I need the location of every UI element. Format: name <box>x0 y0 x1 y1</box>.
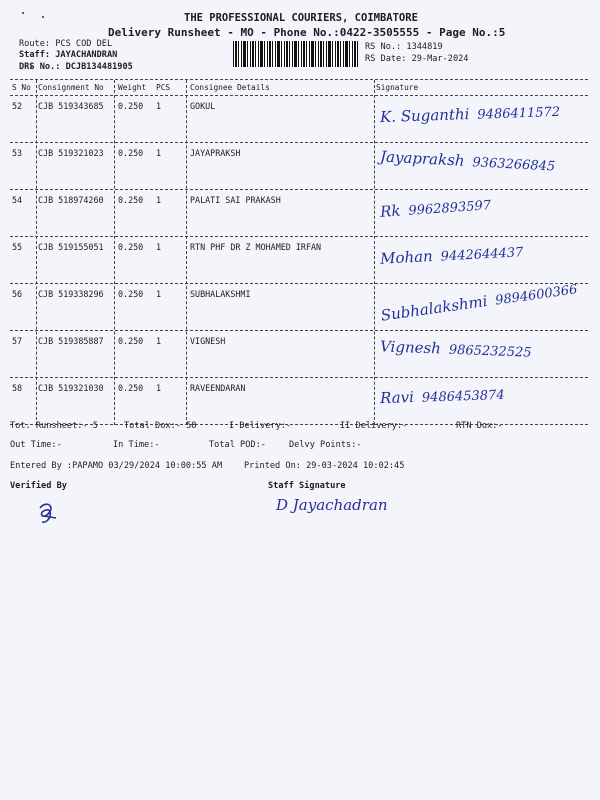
signature-phone: 9363266845 <box>472 155 556 175</box>
route-label: Route: PCS COD DEL <box>19 39 113 49</box>
staff-label: Staff: JAYACHANDRAN <box>19 50 118 60</box>
signature-name: Rk <box>379 201 402 221</box>
table-header <box>10 80 588 96</box>
recipient-signature <box>380 102 561 126</box>
table-row <box>10 284 588 331</box>
runsheet-table <box>10 79 588 425</box>
row-pcs: 1 <box>156 336 162 346</box>
row-consignment-no: CJB 518974260 <box>38 195 104 205</box>
recipient-signature <box>380 279 579 324</box>
rs-date: RS Date: 29-Mar-2024 <box>365 54 469 64</box>
total-dox: Total Dox:- 58 <box>124 421 197 431</box>
row-pcs: 1 <box>156 195 162 205</box>
row-consignee: RAVEENDARAN <box>190 383 246 393</box>
row-sno: 52 <box>12 101 23 111</box>
rs-number: RS No.: 1344819 <box>365 42 443 52</box>
signature-phone: 9442644437 <box>440 245 524 265</box>
row-pcs: 1 <box>156 383 162 393</box>
row-sno: 54 <box>12 195 23 205</box>
in-time: In Time:- <box>113 440 160 450</box>
recipient-signature <box>380 147 556 174</box>
row-weight: 0.250 <box>118 242 144 252</box>
row-weight: 0.250 <box>118 336 144 346</box>
row-consignee: JAYAPRAKSH <box>190 148 241 158</box>
table-row <box>10 143 588 190</box>
table-row <box>10 331 588 378</box>
row-weight: 0.250 <box>118 195 144 205</box>
row-consignment-no: CJB 519321023 <box>38 148 104 158</box>
i-delivery: I Delivery:- <box>229 421 292 431</box>
signature-phone: 9962893597 <box>408 198 492 219</box>
table-row <box>10 378 588 425</box>
barcode-image <box>233 41 358 67</box>
row-consignment-no: CJB 519155051 <box>38 242 104 252</box>
staff-signature-label: Staff Signature <box>268 481 346 491</box>
row-consignee: RTN PHF DR Z MOHAMED IRFAN <box>190 242 322 252</box>
row-pcs: 1 <box>156 101 162 111</box>
row-weight: 0.250 <box>118 383 144 393</box>
ii-delivery: II Delivery:- <box>340 421 408 431</box>
row-weight: 0.250 <box>118 101 144 111</box>
signature-name: Mohan <box>379 247 434 268</box>
recipient-signature <box>380 195 492 221</box>
verified-by-label: Verified By <box>10 481 67 491</box>
company-name: THE PROFESSIONAL COURIERS, COIMBATORE <box>184 12 418 24</box>
recipient-signature <box>380 385 505 407</box>
signature-name: Jayapraksh <box>379 147 466 170</box>
row-pcs: 1 <box>156 148 162 158</box>
table-row <box>10 190 588 237</box>
row-pcs: 1 <box>156 242 162 252</box>
col-weight: Weight <box>118 83 147 92</box>
signature-name: Vignesh <box>379 337 442 358</box>
printed-on: Printed On: 29-03-2024 10:02:45 <box>244 461 405 471</box>
col-consignee: Consignee Details <box>190 83 270 92</box>
row-consignment-no: CJB 519338296 <box>38 289 104 299</box>
row-pcs: 1 <box>156 289 162 299</box>
row-consignment-no: CJB 519385887 <box>38 336 104 346</box>
row-consignee: GOKUL <box>190 101 216 111</box>
signature-phone: 9865232525 <box>448 342 532 361</box>
col-signature: Signature <box>376 83 419 92</box>
drs-number: DRS No.: DCJB134481905 <box>19 62 133 72</box>
row-sno: 53 <box>12 148 23 158</box>
total-pod: Total POD:- <box>209 440 266 450</box>
table-row <box>10 96 588 143</box>
staff-signature: D Jayachadran <box>276 496 388 514</box>
total-runsheet: Tot. Runsheet:- 5 <box>10 421 98 431</box>
row-consignment-no: CJB 519321030 <box>38 383 104 393</box>
out-time: Out Time:- <box>10 440 62 450</box>
runsheet-title: Delivery Runsheet - MO - Phone No.:0422-3505555 - Page No.:5 <box>108 26 506 39</box>
col-consignment: Consignment No <box>38 83 104 92</box>
col-pcs: PCS <box>156 83 171 92</box>
row-sno: 55 <box>12 242 23 252</box>
rtn-dox: RTN Dox:- <box>456 421 503 431</box>
recipient-signature <box>380 337 532 360</box>
delvy-points: Delvy Points:- <box>289 440 362 450</box>
table-row <box>10 237 588 284</box>
row-weight: 0.250 <box>118 289 144 299</box>
recipient-signature <box>380 242 524 267</box>
signature-name: K. Suganthi <box>379 105 470 127</box>
signature-name: Ravi <box>379 387 415 408</box>
verifier-signature <box>34 498 60 528</box>
row-consignee: SUBHALAKSHMI <box>190 289 251 299</box>
signature-phone: 9486453874 <box>421 387 505 406</box>
row-consignment-no: CJB 519343685 <box>38 101 104 111</box>
col-sno: S No <box>12 83 31 92</box>
row-sno: 57 <box>12 336 23 346</box>
row-weight: 0.250 <box>118 148 144 158</box>
row-sno: 58 <box>12 383 23 393</box>
row-consignee: VIGNESH <box>190 336 226 346</box>
signature-phone: 9486411572 <box>477 104 561 123</box>
signature-name: Subhalakshmi <box>379 291 489 325</box>
row-consignee: PALATI SAI PRAKASH <box>190 195 281 205</box>
entered-by: Entered By :PAPAMO 03/29/2024 10:00:55 AM <box>10 461 223 471</box>
signature-phone: 9894600366 <box>494 282 579 309</box>
row-sno: 56 <box>12 289 23 299</box>
